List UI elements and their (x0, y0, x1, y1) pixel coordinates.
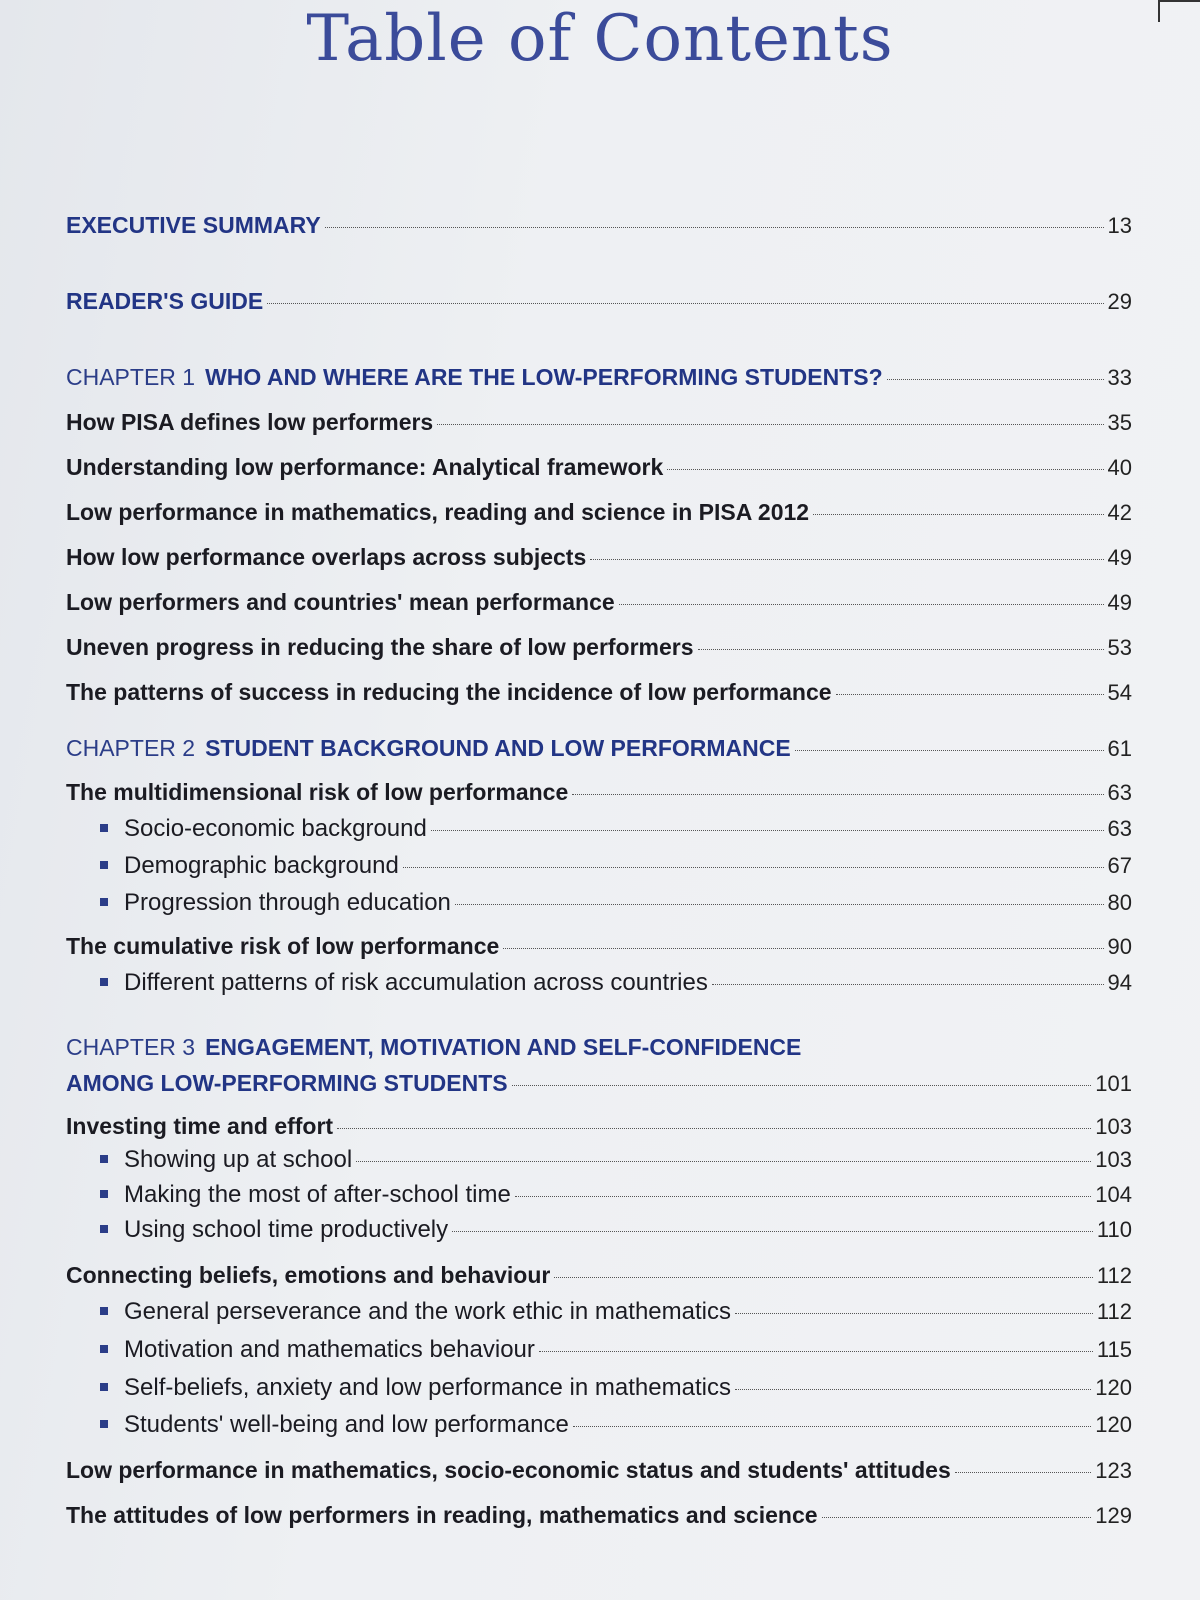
dot-leader (573, 1426, 1091, 1427)
bullet-icon (100, 1383, 108, 1391)
bullet-icon (100, 1155, 108, 1163)
toc-subentry[interactable] (100, 851, 1132, 881)
entry-text: Using school time productively (124, 1216, 449, 1243)
entry-text: READER'S GUIDE (66, 288, 264, 314)
toc-entry[interactable] (66, 1260, 1132, 1291)
toc-entry[interactable] (66, 931, 1132, 962)
entry-text: Connecting beliefs, emotions and behaviour (66, 1262, 551, 1288)
entry-text: The patterns of success in reducing the incidence of low performance (66, 679, 832, 705)
page-number: 40 (1107, 455, 1132, 480)
dot-leader (337, 1128, 1091, 1129)
page-number: 29 (1107, 289, 1132, 314)
entry-text: The multidimensional risk of low performance (66, 779, 569, 805)
dot-leader (503, 948, 1103, 949)
entry-text: Self-beliefs, anxiety and low performance in mathematics (124, 1374, 731, 1401)
page-number: 63 (1107, 780, 1132, 805)
toc-entry[interactable] (66, 587, 1132, 618)
chapter-label: CHAPTER 3 (66, 1034, 196, 1060)
page-number: 112 (1096, 1299, 1132, 1324)
dot-leader (515, 1196, 1091, 1197)
page-number: 123 (1095, 1458, 1132, 1483)
page-number: 129 (1095, 1503, 1132, 1528)
dot-leader (795, 750, 1104, 751)
dot-leader (356, 1161, 1091, 1162)
entry-text: Investing time and effort (66, 1113, 334, 1139)
page-number: 120 (1095, 1375, 1132, 1400)
page-number: 35 (1107, 410, 1132, 435)
toc-subentry[interactable] (100, 1215, 1132, 1245)
page-number: 49 (1107, 545, 1132, 570)
dot-leader (822, 1517, 1092, 1518)
bullet-icon (100, 1345, 108, 1353)
page-number: 67 (1107, 853, 1132, 878)
bullet-icon (100, 861, 108, 869)
entry-text: General perseverance and the work ethic in mathematics (124, 1298, 731, 1325)
entry-text: Progression through education (124, 889, 451, 916)
bullet-icon (100, 1225, 108, 1233)
dot-leader (455, 904, 1104, 905)
entry-text: Low performance in mathematics, socio-economic status and students' attitudes (66, 1457, 951, 1483)
dot-leader (836, 694, 1104, 695)
toc-chapter-3-continued[interactable] (66, 1068, 1132, 1099)
dot-leader (698, 649, 1104, 650)
toc-subentry[interactable] (100, 1373, 1132, 1403)
page-number: 104 (1095, 1182, 1132, 1207)
toc-chapter-1[interactable] (66, 362, 1132, 393)
dot-leader (403, 867, 1104, 868)
toc-chapter-2[interactable] (66, 733, 1132, 764)
toc-entry[interactable] (66, 1455, 1132, 1486)
page-number: 120 (1095, 1412, 1132, 1437)
dot-leader (512, 1085, 1092, 1086)
entry-text: Making the most of after-school time (124, 1181, 511, 1208)
toc-entry[interactable] (66, 497, 1132, 528)
page-number: 33 (1107, 365, 1132, 390)
toc-entry[interactable] (66, 677, 1132, 708)
dot-leader (887, 379, 1104, 380)
entry-text: How low performance overlaps across subjects (66, 544, 587, 570)
page-number: 110 (1096, 1217, 1132, 1242)
toc-entry[interactable] (66, 632, 1132, 663)
entry-text: Low performers and countries' mean performance (66, 589, 615, 615)
page-number: 13 (1107, 213, 1132, 238)
page-number: 115 (1096, 1337, 1132, 1362)
chapter-title-line-1: ENGAGEMENT, MOTIVATION AND SELF-CONFIDENCE (205, 1034, 802, 1060)
entry-text: Uneven progress in reducing the share of low performers (66, 634, 694, 660)
toc-entry[interactable] (66, 407, 1132, 438)
page-number: 112 (1096, 1263, 1132, 1288)
dot-leader (619, 604, 1104, 605)
toc-subentry[interactable] (100, 888, 1132, 918)
page-number: 54 (1107, 680, 1132, 705)
page-number: 94 (1107, 970, 1132, 995)
toc-subentry[interactable] (100, 1410, 1132, 1440)
page-number: 101 (1095, 1071, 1132, 1096)
toc-entry-executive-summary[interactable] (66, 210, 1132, 241)
dot-leader (735, 1313, 1093, 1314)
page-number: 103 (1095, 1147, 1132, 1172)
page-number: 49 (1107, 590, 1132, 615)
dot-leader (554, 1277, 1093, 1278)
entry-text: Motivation and mathematics behaviour (124, 1336, 535, 1363)
page-number: 42 (1107, 500, 1132, 525)
bullet-icon (100, 824, 108, 832)
dot-leader (590, 559, 1103, 560)
bullet-icon (100, 1190, 108, 1198)
page-number: 90 (1107, 934, 1132, 959)
dot-leader (572, 794, 1103, 795)
toc-entry[interactable] (66, 452, 1132, 483)
page-number: 103 (1095, 1114, 1132, 1139)
toc-subentry[interactable] (100, 968, 1132, 998)
toc-subentry[interactable] (100, 1180, 1132, 1210)
chapter-title: STUDENT BACKGROUND AND LOW PERFORMANCE (205, 735, 791, 761)
dot-leader (437, 424, 1103, 425)
page-number: 80 (1107, 890, 1132, 915)
toc-entry[interactable] (66, 777, 1132, 808)
entry-text: Socio-economic background (124, 815, 427, 842)
chapter-title: WHO AND WHERE ARE THE LOW-PERFORMING STUDENTS? (205, 364, 883, 390)
entry-text: Demographic background (124, 852, 399, 879)
chapter-title-line-2: AMONG LOW-PERFORMING STUDENTS (66, 1070, 508, 1096)
dot-leader (452, 1231, 1093, 1232)
entry-text: Understanding low performance: Analytical framework (66, 454, 664, 480)
dot-leader (431, 830, 1104, 831)
dot-leader (735, 1389, 1091, 1390)
entry-text: Showing up at school (124, 1146, 353, 1173)
dot-leader (813, 514, 1103, 515)
toc-subentry[interactable] (100, 1145, 1132, 1175)
chapter-label: CHAPTER 2 (66, 735, 196, 761)
dot-leader (667, 469, 1103, 470)
page-title: Table of Contents (306, 2, 894, 76)
entry-text: How PISA defines low performers (66, 409, 434, 435)
toc-entry-readers-guide[interactable] (66, 286, 1132, 317)
entry-text: Students' well-being and low performance (124, 1411, 569, 1438)
toc-subentry[interactable] (100, 1335, 1132, 1365)
toc-entry[interactable] (66, 1500, 1132, 1531)
toc-chapter-3[interactable] (66, 1032, 1132, 1062)
toc-entry[interactable] (66, 1111, 1132, 1142)
bullet-icon (100, 1420, 108, 1428)
dot-leader (539, 1351, 1093, 1352)
bullet-icon (100, 978, 108, 986)
dot-leader (955, 1472, 1092, 1473)
entry-text: The cumulative risk of low performance (66, 933, 500, 959)
page-number: 61 (1107, 736, 1132, 761)
bullet-icon (100, 898, 108, 906)
dot-leader (712, 984, 1104, 985)
bullet-icon (100, 1307, 108, 1315)
page-number: 53 (1107, 635, 1132, 660)
toc-subentry[interactable] (100, 814, 1132, 844)
page-number: 63 (1107, 816, 1132, 841)
entry-text: Different patterns of risk accumulation across countries (124, 969, 708, 996)
entry-text: Low performance in mathematics, reading and science in PISA 2012 (66, 499, 810, 525)
entry-text: The attitudes of low performers in reading, mathematics and science (66, 1502, 818, 1528)
dot-leader (325, 227, 1104, 228)
chapter-label: CHAPTER 1 (66, 364, 196, 390)
dot-leader (267, 303, 1103, 304)
toc-entry[interactable] (66, 542, 1132, 573)
entry-text: EXECUTIVE SUMMARY (66, 212, 321, 238)
toc-subentry[interactable] (100, 1297, 1132, 1327)
